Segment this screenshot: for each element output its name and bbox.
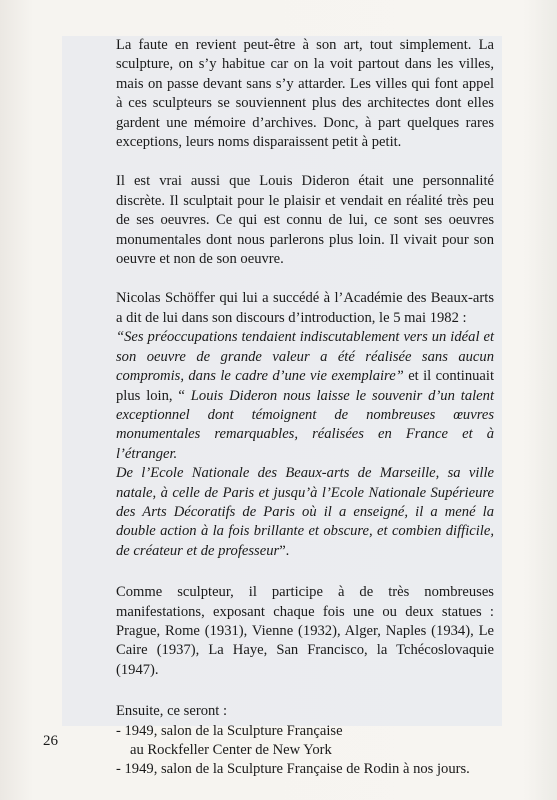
quote-close: ”.	[279, 542, 290, 559]
quote-part-3: De l’Ecole Nationale des Beaux-arts de Marseille, sa ville natale, à celle de Paris et jusqu’à l’Ecole Nationale Supérieure des Arts Décoratifs de Paris où il a enseigné, il a mené la double action à la fois brillante et obscure, et combien difficile, de créateur et de professeur	[116, 465, 494, 559]
quote-schoffer	[116, 328, 494, 464]
paragraph-art: La faute en revient peut-être à son art, tout simplement. La sculpture, on s’y habitue car on la voit partout dans les villes, mais on passe devant sans s’y attarder. Les villes qui font appel à ces sculpteurs se souviennent plus des architectes dont elles gardent une mémoire d’archives. Donc, à part quelques rares exceptions, leurs noms disparaissent petit à petit.	[116, 37, 494, 151]
list-intro: Ensuite, ce seront :	[116, 703, 228, 720]
list-item: - 1949, salon de la Sculpture Française de Rodin à nos jours.	[116, 761, 470, 778]
paragraph-exhibitions: Comme sculpteur, il participe à de très nombreuses manifestations, exposant chaque fois une ou deux statues : Prague, Rome (1931), Vienne (1932), Alger, Naples (1934), Le Caire (1937), La Haye, San Francisco, la Tchécoslovaquie (1947).	[116, 584, 494, 678]
quote-schoffer-continued	[116, 464, 494, 561]
exhibition-list	[116, 702, 494, 780]
quote-part-2: Louis Dideron nous laisse le souvenir d’un talent exceptionnel dont témoignent de nombreuses œuvres monumentales remarquables, réalisées en France et à l’étranger.	[116, 387, 495, 462]
list-item: - 1949, salon de la Sculpture Française	[116, 722, 343, 739]
paragraph-schoffer: Nicolas Schöffer qui lui a succédé à l’Académie des Beaux-arts a dit de lui dans son discours d’introduction, le 5 mai 1982 :	[116, 290, 494, 326]
list-item: au Rockfeller Center de New York	[130, 742, 332, 758]
paragraph-discretion: Il est vrai aussi que Louis Dideron était une personnalité discrète. Il sculptait pour le plaisir et vendait en réalité très peu de ses oeuvres. Ce qui est connu de lui, ce sont ses oeuvres monumentales dont nous parlerons plus loin. Il vivait pour son oeuvre et non de son oeuvre.	[116, 173, 494, 268]
quote-connector: et il continuait plus loin, “	[116, 368, 494, 404]
quote-part-1: “Ses préoccupations tendaient indiscutablement vers un idéal et son oeuvre de grande valeur a été réalisée sans aucun compromis, dans le cadre d’une vie exemplaire”	[116, 329, 494, 385]
page-number: 26	[43, 733, 58, 749]
body-text	[116, 36, 494, 780]
